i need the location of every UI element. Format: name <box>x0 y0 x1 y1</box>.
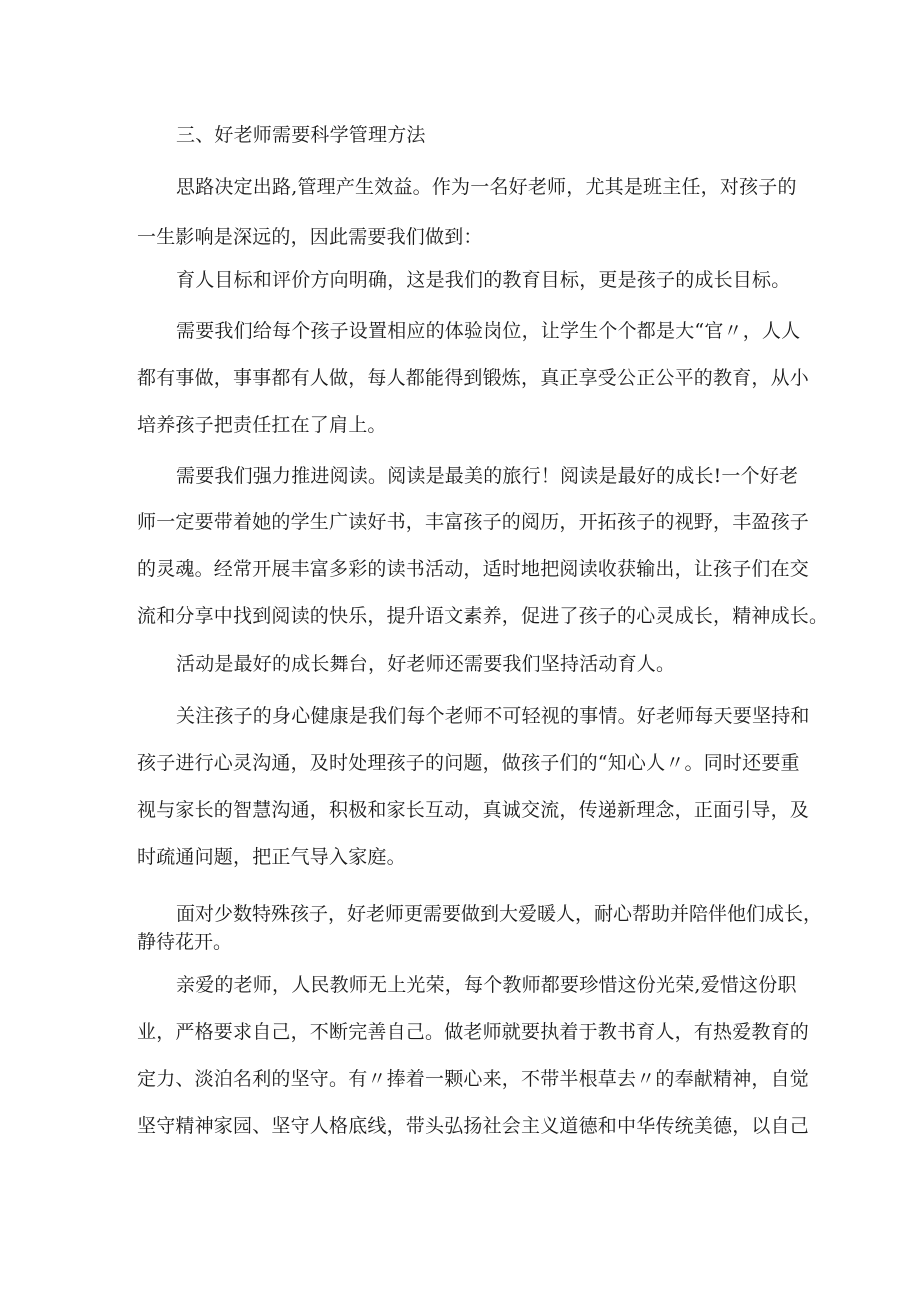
paragraph-6-line-4: 时疏通问题，把正气导入家庭。 <box>137 846 406 868</box>
paragraph-4-line-1: 需要我们强力推进阅读。阅读是最美的旅行！阅读是最好的成长!一个好老 <box>176 465 799 487</box>
paragraph-7-line-1: 面对少数特殊孩子，好老师更需要做到大爱暖人，耐心帮助并陪伴他们成长， <box>176 903 823 925</box>
paragraph-6-line-2: 孩子进行心灵沟通，及时处理孩子的问题，做孩子们的“知心人〃。同时还要重 <box>137 752 800 774</box>
paragraph-1-line-1: 思路决定出路,管理产生效益。作为一名好老师，尤其是班主任，对孩子的 <box>176 176 797 198</box>
paragraph-4-line-3: 的灵魂。经常开展丰富多彩的读书活动，适时地把阅读收获输出，让孩子们在交 <box>137 558 810 580</box>
paragraph-8-line-2: 业，严格要求自己，不断完善自己。做老师就要执着于教书育人，有热爱教育的 <box>137 1021 810 1043</box>
paragraph-8-line-1: 亲爱的老师，人民教师无上光荣，每个教师都要珍惜这份光荣,爱惜这份职 <box>176 974 797 996</box>
paragraph-5-line-1: 活动是最好的成长舞台，好老师还需要我们坚持活动育人。 <box>176 653 676 675</box>
paragraph-4-line-2: 师一定要带着她的学生广读好书，丰富孩子的阅历，开拓孩子的视野，丰盈孩子 <box>137 511 810 533</box>
section-heading: 三、好老师需要科学管理方法 <box>176 124 426 146</box>
paragraph-6-line-3: 视与家长的智慧沟通，积极和家长互动，真诚交流，传递新理念，正面引导，及 <box>137 799 810 821</box>
paragraph-4-line-4: 流和分享中找到阅读的快乐，提升语文素养，促进了孩子的心灵成长，精神成长。 <box>137 605 829 627</box>
paragraph-8-line-3: 定力、淡泊名利的坚守。有〃捧着一颗心来，不带半根草去〃的奉献精神，自觉 <box>137 1068 810 1090</box>
paragraph-3-line-2: 都有事做，事事都有人做，每人都能得到锻炼，真正享受公正公平的教育，从小 <box>137 367 810 389</box>
paragraph-8-line-4: 坚守精神家园、坚守人格底线，带头弘扬社会主义道德和中华传统美德，以自己 <box>137 1115 810 1137</box>
paragraph-2-line-1: 育人目标和评价方向明确，这是我们的教育目标，更是孩子的成长目标。 <box>176 269 791 291</box>
paragraph-1-line-2: 一生影响是深远的，因此需要我们做到： <box>137 226 483 248</box>
paragraph-6-line-1: 关注孩子的身心健康是我们每个老师不可轻视的事情。好老师每天要坚持和 <box>176 705 810 727</box>
paragraph-3-line-3: 培养孩子把责任扛在了肩上。 <box>137 414 387 436</box>
paragraph-3-line-1: 需要我们给每个孩子设置相应的体验岗位，让学生个个都是大“官〃，人人 <box>176 320 801 342</box>
paragraph-7-line-2: 静待花开。 <box>137 931 233 953</box>
